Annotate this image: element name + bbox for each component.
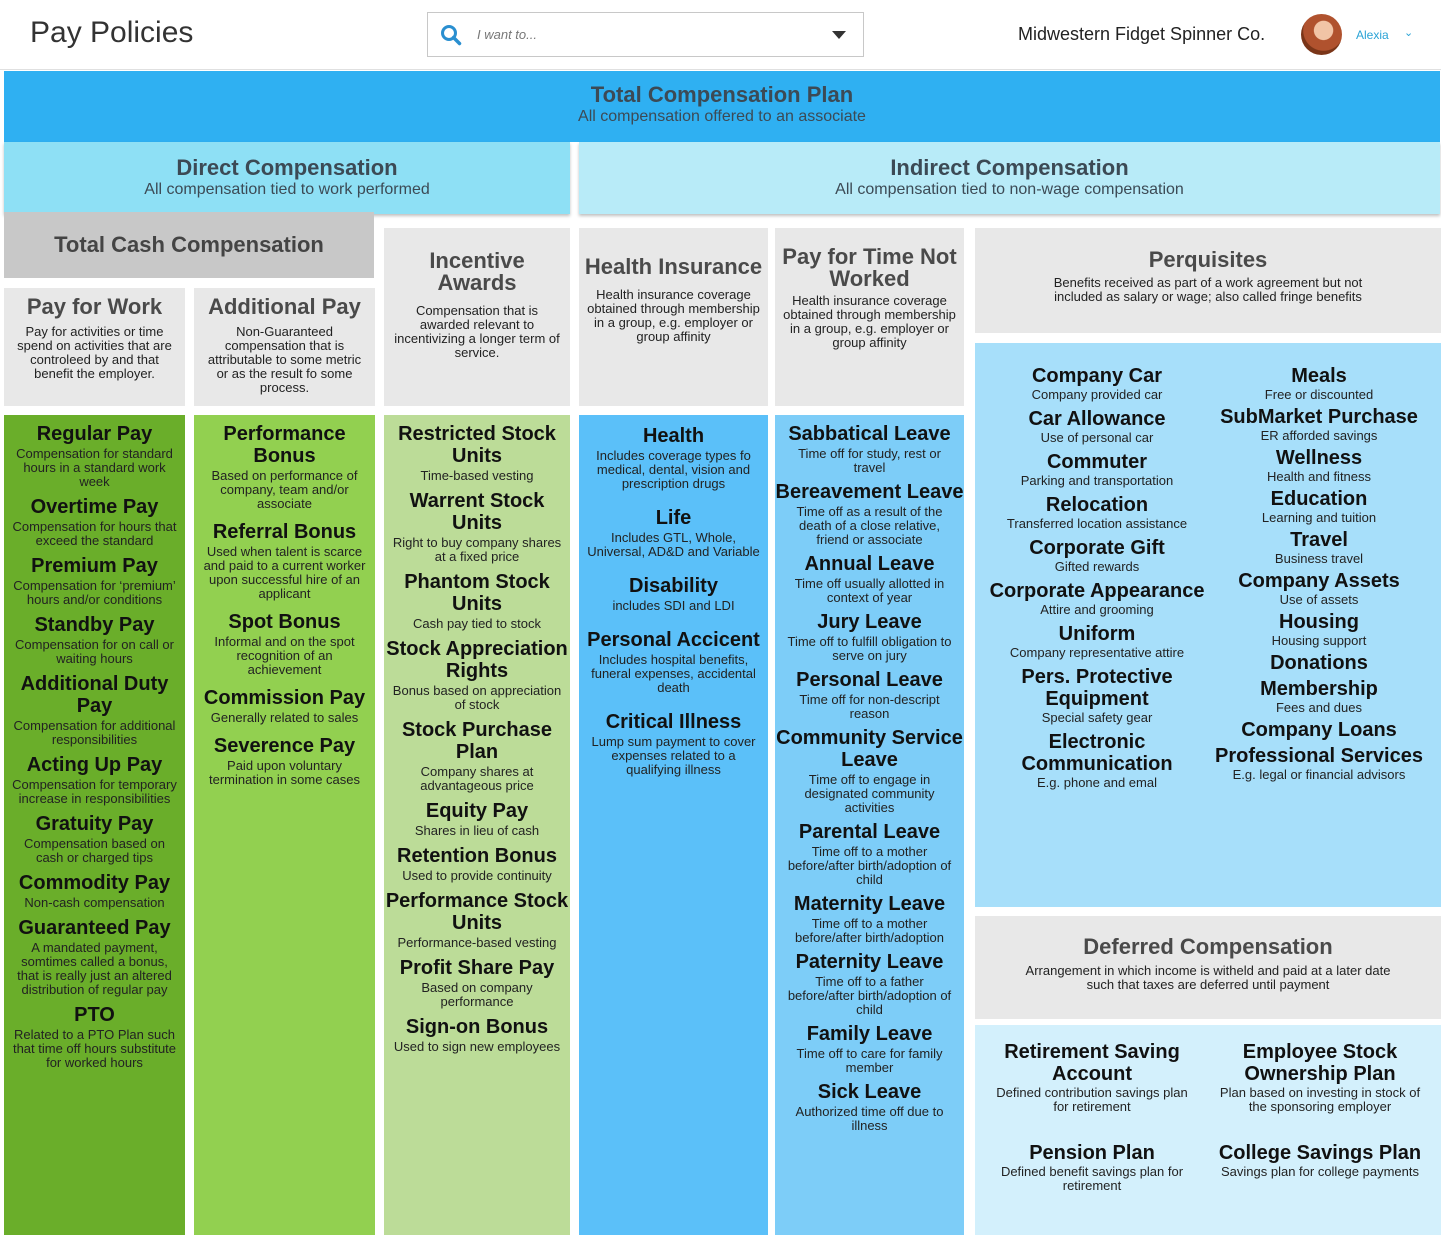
item-name: Performance Bonus [223,423,346,467]
item-description: Includes GTL, Whole, Universal, AD&D and Variable [587,530,760,559]
item-name: Electronic Communication [1021,731,1173,775]
incentive-awards-header [384,228,570,406]
list-item[interactable] [4,813,185,865]
app-header [0,0,1441,70]
deferred-compensation-panel [975,1025,1441,1235]
list-item[interactable] [981,408,1213,445]
item-description: ER afforded savings [1260,428,1378,443]
additional-pay-header [194,288,375,406]
deferred-left-list [981,1041,1203,1196]
item-description: includes SDI and LDI [612,598,735,613]
list-item[interactable] [4,614,185,666]
item-description: Company representative attire [1009,645,1185,660]
search-input[interactable]: I want to... [477,27,537,42]
list-item[interactable] [194,521,375,601]
total-compensation-band [4,71,1440,142]
item-name: Stock Purchase Plan [401,719,553,763]
avatar[interactable] [1301,14,1342,55]
list-item[interactable] [775,611,964,663]
header-description: Pay for activities or time spend on activities that are controleed by and that benefit the employer. [17,324,172,381]
list-item[interactable] [4,673,185,747]
pay-for-work-list [4,415,185,1235]
list-item[interactable] [1213,529,1425,566]
list-item[interactable] [981,494,1213,531]
item-name: Standby Pay [34,614,155,636]
list-item[interactable] [1213,719,1425,741]
item-description: Company provided car [1031,387,1163,402]
list-item[interactable] [775,553,964,605]
item-name: Travel [1290,529,1348,551]
item-name: Warrent Stock Units [409,490,545,534]
item-description: Compensation based on cash or charged tips [24,836,165,865]
list-item[interactable] [981,1041,1203,1114]
item-description: Non-cash compensation [24,895,165,910]
list-item[interactable] [194,735,375,787]
list-item[interactable] [579,425,768,491]
list-item[interactable] [194,611,375,677]
list-item[interactable] [981,666,1213,725]
item-name: Community Service Leave [776,727,963,771]
item-description: Informal and on the spot recognition of an achievement [214,634,355,677]
item-name: Life [655,507,692,529]
item-name: Commission Pay [203,687,366,709]
header-description: Compensation that is awarded relevant to incentivizing a longer term of service. [394,303,560,360]
item-name: Stock Appreciation Rights [386,638,568,682]
item-description: Compensation for additional responsibilities [13,718,176,747]
item-name: Employee Stock Ownership Plan [1242,1041,1398,1085]
list-item[interactable] [384,571,570,631]
list-item[interactable] [4,1004,185,1070]
item-description: Right to buy company shares at a fixed price [392,535,562,564]
item-description: Bonus based on appreciation of stock [392,683,562,712]
perquisites-right-list [1213,365,1425,786]
list-item[interactable] [384,638,570,712]
item-name: Maternity Leave [793,893,946,915]
item-description: Time off to fulfill obligation to serve on jury [787,634,952,663]
health-insurance-header [579,228,768,406]
item-description: Free or discounted [1264,387,1374,402]
item-description: Time off for non-descript reason [799,692,940,721]
item-description: Time off to engage in designated community activities [804,772,935,815]
item-description: Gifted rewards [1054,559,1140,574]
deferred-compensation-header [975,916,1441,1019]
header-title: Pay for Work [26,294,163,319]
item-description: Time off to care for family member [796,1046,943,1075]
band-subtitle: All compensation tied to work performed [144,181,430,198]
list-item[interactable] [1213,406,1425,443]
list-item[interactable] [775,893,964,945]
item-description: Compensation for ‘premium’ hours and/or conditions [13,578,176,607]
item-description: Based on company performance [421,980,533,1009]
item-description: Includes coverage types fo medical, dental, vision and prescription drugs [596,448,751,491]
item-name: Annual Leave [804,553,935,575]
list-item[interactable] [775,481,964,547]
list-item[interactable] [775,423,964,475]
list-item[interactable] [194,687,375,725]
item-description: Time off to a mother before/after birth/adoption of child [787,844,952,887]
item-description: Defined benefit savings plan for retirement [1000,1164,1184,1193]
item-name: Personal Leave [796,669,943,691]
chevron-down-icon[interactable]: ⌄ [1404,27,1414,39]
item-name: Retention Bonus [397,845,557,867]
list-item[interactable] [1213,447,1425,484]
list-item[interactable] [775,669,964,721]
item-name: College Savings Plan [1218,1142,1422,1164]
item-description: Compensation for hours that exceed the standard [12,519,177,548]
search-icon [440,24,462,46]
item-description: Shares in lieu of cash [414,823,540,838]
item-name: Uniform [1058,623,1136,645]
item-name: Commodity Pay [18,872,171,894]
list-item[interactable] [384,423,570,483]
item-name: Family Leave [806,1023,933,1045]
band-title: Direct Compensation [176,155,398,180]
band-title: Total Compensation Plan [590,82,854,107]
item-description: Based on performance of company, team and/or associate [211,468,358,511]
header-title: Additional Pay [208,294,361,319]
header-description: Non-Guaranteed compensation that is attributable to some metric or as the result fo some process. [207,324,362,395]
perquisites-panel [975,343,1441,907]
header-description: Health insurance coverage obtained through membership in a group, e.g. employer or group affinity [783,293,956,350]
item-description: Used to provide continuity [402,868,552,883]
perquisites-header [975,228,1441,333]
list-item[interactable] [1213,652,1425,674]
item-description: Use of personal car [1040,430,1154,445]
item-name: Corporate Appearance [989,580,1205,602]
list-item[interactable] [775,1023,964,1075]
item-description: Time off for study, rest or travel [798,446,941,475]
item-description: Paid upon voluntary termination in some cases [208,758,360,787]
item-name: Equity Pay [425,800,529,822]
item-name: Retirement Saving Account [1004,1041,1180,1085]
dropdown-caret-icon[interactable] [832,31,846,39]
list-item[interactable] [4,496,185,548]
list-item[interactable] [1213,745,1425,782]
item-name: Housing [1279,611,1359,633]
total-cash-compensation-header: Total Cash Compensation [4,212,374,278]
header-description: Benefits received as part of a work agreement but not included as salary or wage; also called fringe benefits [1053,275,1363,304]
list-item[interactable] [384,490,570,564]
user-menu[interactable]: Alexia [1356,28,1389,42]
item-description: Compensation for standard hours in a standard work week [16,446,173,489]
list-item[interactable] [1213,611,1425,648]
item-name: Paternity Leave [795,951,944,973]
list-item[interactable] [775,1081,964,1133]
item-name: Donations [1270,652,1368,674]
list-item[interactable] [981,731,1213,790]
indirect-compensation-band [579,142,1440,214]
item-description: Generally related to sales [210,710,359,725]
pay-for-work-header [4,288,185,406]
item-name: Jury Leave [817,611,922,633]
list-item[interactable] [4,754,185,806]
item-description: Used when talent is scarce and paid to a current worker upon successful hire of an applicant [203,544,366,601]
item-name: Sabbatical Leave [788,423,951,445]
item-description: A mandated payment, somtimes called a bonus, that is really just an altered distribution of regular pay [17,940,172,997]
list-item[interactable] [579,507,768,559]
company-name: Midwestern Fidget Spinner Co. [1018,24,1266,44]
item-name: Gratuity Pay [35,813,154,835]
band-subtitle: All compensation offered to an associate [578,108,866,125]
header-description: Health insurance coverage obtained through membership in a group, e.g. employer or group affinity [587,287,760,344]
item-name: Car Allowance [1028,408,1166,430]
item-name: Referral Bonus [212,521,357,543]
health-insurance-list [579,415,768,1235]
item-name: PTO [74,1004,115,1026]
item-description: Defined contribution savings plan for retirement [996,1085,1188,1114]
item-description: Related to a PTO Plan such that time off hours substitute for worked hours [12,1027,177,1070]
list-item[interactable] [1209,1041,1431,1114]
list-item[interactable] [4,872,185,910]
header-description: Arrangement in which income is witheld and paid at a later date such that taxes are deferred until payment [1025,963,1391,992]
time-not-worked-list [775,415,964,1235]
item-description: Performance-based vesting [397,935,557,950]
item-description: Fees and dues [1275,700,1362,715]
list-item[interactable] [775,821,964,887]
item-name: Sign-on Bonus [405,1016,549,1038]
item-description: Learning and tuition [1261,510,1377,525]
list-item[interactable] [981,365,1213,402]
item-name: Wellness [1275,447,1363,469]
item-name: Critical Illness [605,711,742,733]
item-name: Regular Pay [36,423,153,445]
item-name: Company Loans [1241,719,1397,741]
incentive-awards-list [384,415,570,1235]
item-description: Company shares at advantageous price [420,764,534,793]
list-item[interactable] [384,845,570,883]
item-description: Time off usually allotted in context of year [794,576,945,605]
search-box[interactable] [427,12,864,57]
item-description: Cash pay tied to stock [413,616,541,631]
item-name: Membership [1260,678,1378,700]
item-description: Time off to a mother before/after birth/adoption [795,916,944,945]
item-name: Meals [1291,365,1347,387]
header-title: Deferred Compensation [1083,934,1333,959]
list-item[interactable] [1209,1142,1431,1179]
item-description: Savings plan for college payments [1220,1164,1419,1179]
list-item[interactable] [1213,678,1425,715]
item-description: Time off as a result of the death of a close relative, friend or associate [796,504,943,547]
item-description: Use of assets [1279,592,1359,607]
list-item[interactable] [384,800,570,838]
list-item[interactable] [194,423,375,511]
list-item[interactable] [981,537,1213,574]
list-item[interactable] [1213,570,1425,607]
list-item[interactable] [981,1142,1203,1193]
item-name: Corporate Gift [1029,537,1165,559]
item-description: E.g. legal or financial advisors [1232,767,1406,782]
list-item[interactable] [579,575,768,613]
item-description: Includes hospital benefits, funeral expenses, accidental death [591,652,756,695]
item-description: Special safety gear [1041,710,1153,725]
item-description: Parking and transportation [1020,473,1174,488]
item-description: Housing support [1271,633,1367,648]
item-name: Personal Accicent [587,629,760,651]
header-title: Health Insurance [584,254,763,279]
item-name: Pers. Protective Equipment [1021,666,1173,710]
item-description: Time off to a father before/after birth/adoption of child [787,974,952,1017]
item-description: Lump sum payment to cover expenses related to a qualifying illness [591,734,756,777]
list-item[interactable] [775,951,964,1017]
item-name: Spot Bonus [228,611,341,633]
list-item[interactable] [579,629,768,695]
item-name: Parental Leave [798,821,941,843]
list-item[interactable] [1213,365,1425,402]
additional-pay-list [194,415,375,1235]
list-item[interactable] [981,451,1213,488]
list-item[interactable] [4,555,185,607]
item-description: Plan based on investing in stock of the sponsoring employer [1219,1085,1421,1114]
item-description: Used to sign new employees [393,1039,561,1054]
item-name: Sick Leave [817,1081,922,1103]
item-name: Disability [629,575,718,597]
list-item[interactable] [981,580,1213,617]
item-name: Professional Services [1215,745,1423,767]
header-title: Incentive Awards [429,248,525,295]
item-description: E.g. phone and emal [1037,775,1157,790]
item-description: Health and fitness [1266,469,1372,484]
item-name: Acting Up Pay [26,754,163,776]
list-item[interactable] [4,423,185,489]
direct-compensation-band [4,142,570,214]
item-name: Bereavement Leave [775,481,964,503]
item-description: Authorized time off due to illness [795,1104,944,1133]
header-title: Perquisites [1148,247,1268,272]
item-name: Severence Pay [213,735,356,757]
item-name: Premium Pay [31,555,158,577]
item-name: Profit Share Pay [399,957,555,979]
item-name: Performance Stock Units [385,890,569,934]
list-item[interactable] [775,727,964,815]
item-name: Education [1270,488,1368,510]
item-name: Commuter [1046,451,1147,473]
list-item[interactable] [4,917,185,997]
list-item[interactable] [384,1016,570,1054]
band-subtitle: All compensation tied to non-wage compensation [835,181,1184,198]
list-item[interactable] [981,623,1213,660]
page-title: Pay Policies [30,16,194,49]
item-description: Compensation for on call or waiting hours [15,637,174,666]
item-name: Health [642,425,705,447]
item-name: Overtime Pay [30,496,159,518]
item-name: Phantom Stock Units [404,571,550,615]
item-name: Company Car [1031,365,1163,387]
header-title: Pay for Time Not Worked [782,244,957,291]
item-name: Company Assets [1238,570,1400,592]
list-item[interactable] [384,957,570,1009]
band-title: Indirect Compensation [890,155,1129,180]
item-name: Restricted Stock Units [398,423,556,467]
item-name: Additional Duty Pay [20,673,169,717]
item-description: Compensation for temporary increase in responsibilities [12,777,177,806]
item-description: Business travel [1274,551,1364,566]
perquisites-left-list [981,365,1213,796]
list-item[interactable] [384,890,570,950]
item-name: Pension Plan [1029,1142,1155,1164]
list-item[interactable] [1213,488,1425,525]
deferred-right-list [1209,1041,1431,1182]
item-description: Transferred location assistance [1006,516,1188,531]
item-name: SubMarket Purchase [1220,406,1418,428]
item-description: Attire and grooming [1040,602,1154,617]
item-description: Time-based vesting [420,468,534,483]
list-item[interactable] [579,711,768,777]
item-name: Relocation [1045,494,1149,516]
pay-for-time-not-worked-header [775,228,964,406]
list-item[interactable] [384,719,570,793]
item-name: Guaranteed Pay [18,917,171,939]
